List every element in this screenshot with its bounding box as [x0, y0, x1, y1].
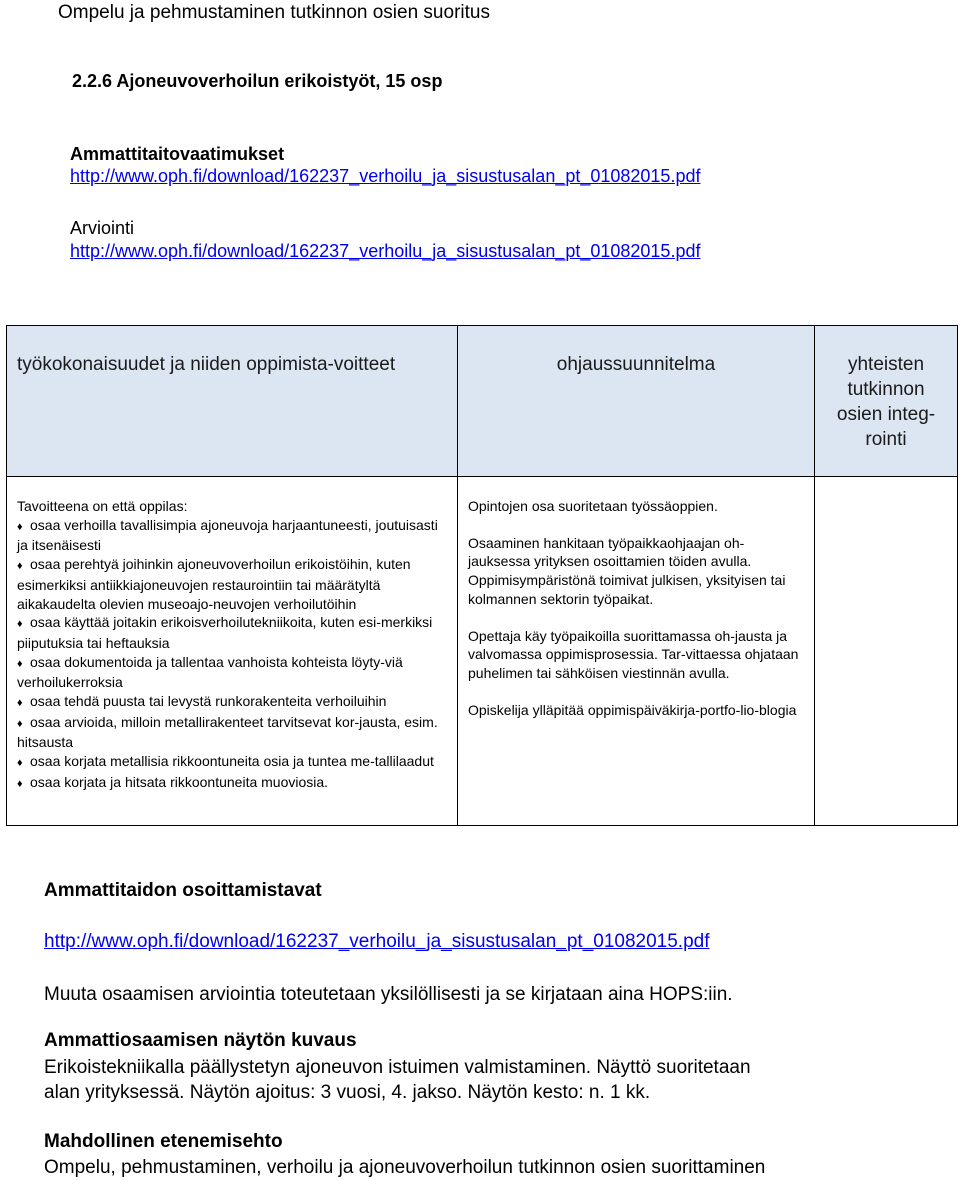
header-label: ohjaussuunnitelma: [556, 354, 716, 375]
table-header-row: [7, 326, 958, 477]
ammattitaitovaatimukset-link[interactable]: http://www.oph.fi/download/162237_verhoilu_ja_sisustusalan_pt_01082015.pdf: [70, 166, 701, 186]
guidance-paragraph: Opiskelija ylläpitää oppimispäiväkirja-portfo-lio-blogia: [468, 701, 797, 718]
integration-cell: [815, 477, 958, 826]
guidance-paragraph: Opettaja käy työpaikoilla suorittamassa oh-jausta ja valvomassa oppimisprosessia. Tar-vittaessa ohjataan puhelimen tai sähköisen viestinnän avulla.: [468, 627, 799, 681]
goal-item: ♦ osaa korjata metallisia rikkoontuneita osia ja tuntea me-tallilaadut: [17, 752, 447, 773]
goals-intro: Tavoitteena on että oppilas:: [17, 498, 188, 514]
goal-item: ♦ osaa verhoilla tavallisimpia ajoneuvoja harjaantuneesti, joutuisasti ja itsenäisesti: [17, 516, 447, 555]
goal-item: ♦ osaa arvioida, milloin metallirakenteet tarvitsevat kor-jausta, esim. hitsausta: [17, 713, 447, 752]
arviointi-title: Arviointi: [70, 218, 135, 238]
guidance-paragraph: Osaaminen hankitaan työpaikkaohjaajan oh-jauksessa yrityksen osoittamien töiden avulla. Oppimisympäristönä toimivat julkisen, yksityisen tai kolmannen sektorin työpaikat.: [468, 534, 786, 607]
goal-item: ♦ osaa perehtyä joihinkin ajoneuvoverhoilun erikoistöihin, kuten esimerkiksi antiikkiajoneuvojen restaurointiin tai määrätyltä aikakaudelta olevien museoajo-neuvojen verhoilutöihin: [17, 555, 447, 613]
naytto-line-1: Erikoistekniikalla päällystetyn ajoneuvon istuimen valmistaminen. Näyttö suoritetaan: [44, 1057, 751, 1078]
goal-item: ♦ osaa korjata ja hitsata rikkoontuneita muoviosia.: [17, 773, 447, 794]
section-subheading: 2.2.6 Ajoneuvoverhoilun erikoistyöt, 15 osp: [72, 71, 443, 91]
guidance-paragraph: Opintojen osa suoritetaan työssäoppien.: [468, 498, 718, 514]
osoittamistavat-text: Muuta osaamisen arviointia toteutetaan yksilöllisesti ja se kirjataan aina HOPS:iin.: [44, 984, 733, 1005]
header-cell-tyokokonaisuudet: [7, 326, 458, 477]
arviointi-link[interactable]: http://www.oph.fi/download/162237_verhoilu_ja_sisustusalan_pt_01082015.pdf: [70, 241, 701, 261]
goals-cell: [7, 477, 458, 826]
naytto-line-2: alan yrityksessä. Näytön ajoitus: 3 vuosi, 4. jakso. Näytön kesto: n. 1 kk.: [44, 1082, 651, 1103]
guidance-plan-cell: [458, 477, 815, 826]
goal-item: ♦ osaa käyttää joitakin erikoisverhoilutekniikoita, kuten esi-merkiksi piiputuksia tai heftauksia: [17, 613, 447, 652]
osoittamistavat-link[interactable]: http://www.oph.fi/download/162237_verhoilu_ja_sisustusalan_pt_01082015.pdf: [44, 931, 710, 952]
header-cell-ohjaussuunnitelma: [458, 326, 815, 477]
header-cell-integrointi: [815, 326, 958, 477]
ammattitaitovaatimukset-title: Ammattitaitovaatimukset: [70, 144, 285, 164]
header-label: työkokonaisuudet ja niiden oppimista-voitteet: [17, 354, 396, 375]
goal-item: ♦ osaa dokumentoida ja tallentaa vanhoista kohteista löyty-viä verhoilukerroksia: [17, 653, 447, 692]
etenemisehto-title: Mahdollinen etenemisehto: [44, 1131, 283, 1152]
osoittamistavat-title: Ammattitaidon osoittamistavat: [44, 880, 322, 901]
study-plan-table: [6, 325, 958, 826]
goal-item: ♦ osaa tehdä puusta tai levystä runkorakenteita verhoiluihin: [17, 692, 447, 713]
page-header-title: Ompelu ja pehmustaminen tutkinnon osien suoritus: [58, 2, 490, 23]
table-body-row: [7, 477, 958, 826]
etenemisehto-text: Ompelu, pehmustaminen, verhoilu ja ajoneuvoverhoilun tutkinnon osien suorittaminen: [44, 1157, 766, 1178]
header-label: yhteisten tutkinnon osien integ-rointi: [836, 354, 936, 450]
naytto-title: Ammattiosaamisen näytön kuvaus: [44, 1030, 357, 1051]
